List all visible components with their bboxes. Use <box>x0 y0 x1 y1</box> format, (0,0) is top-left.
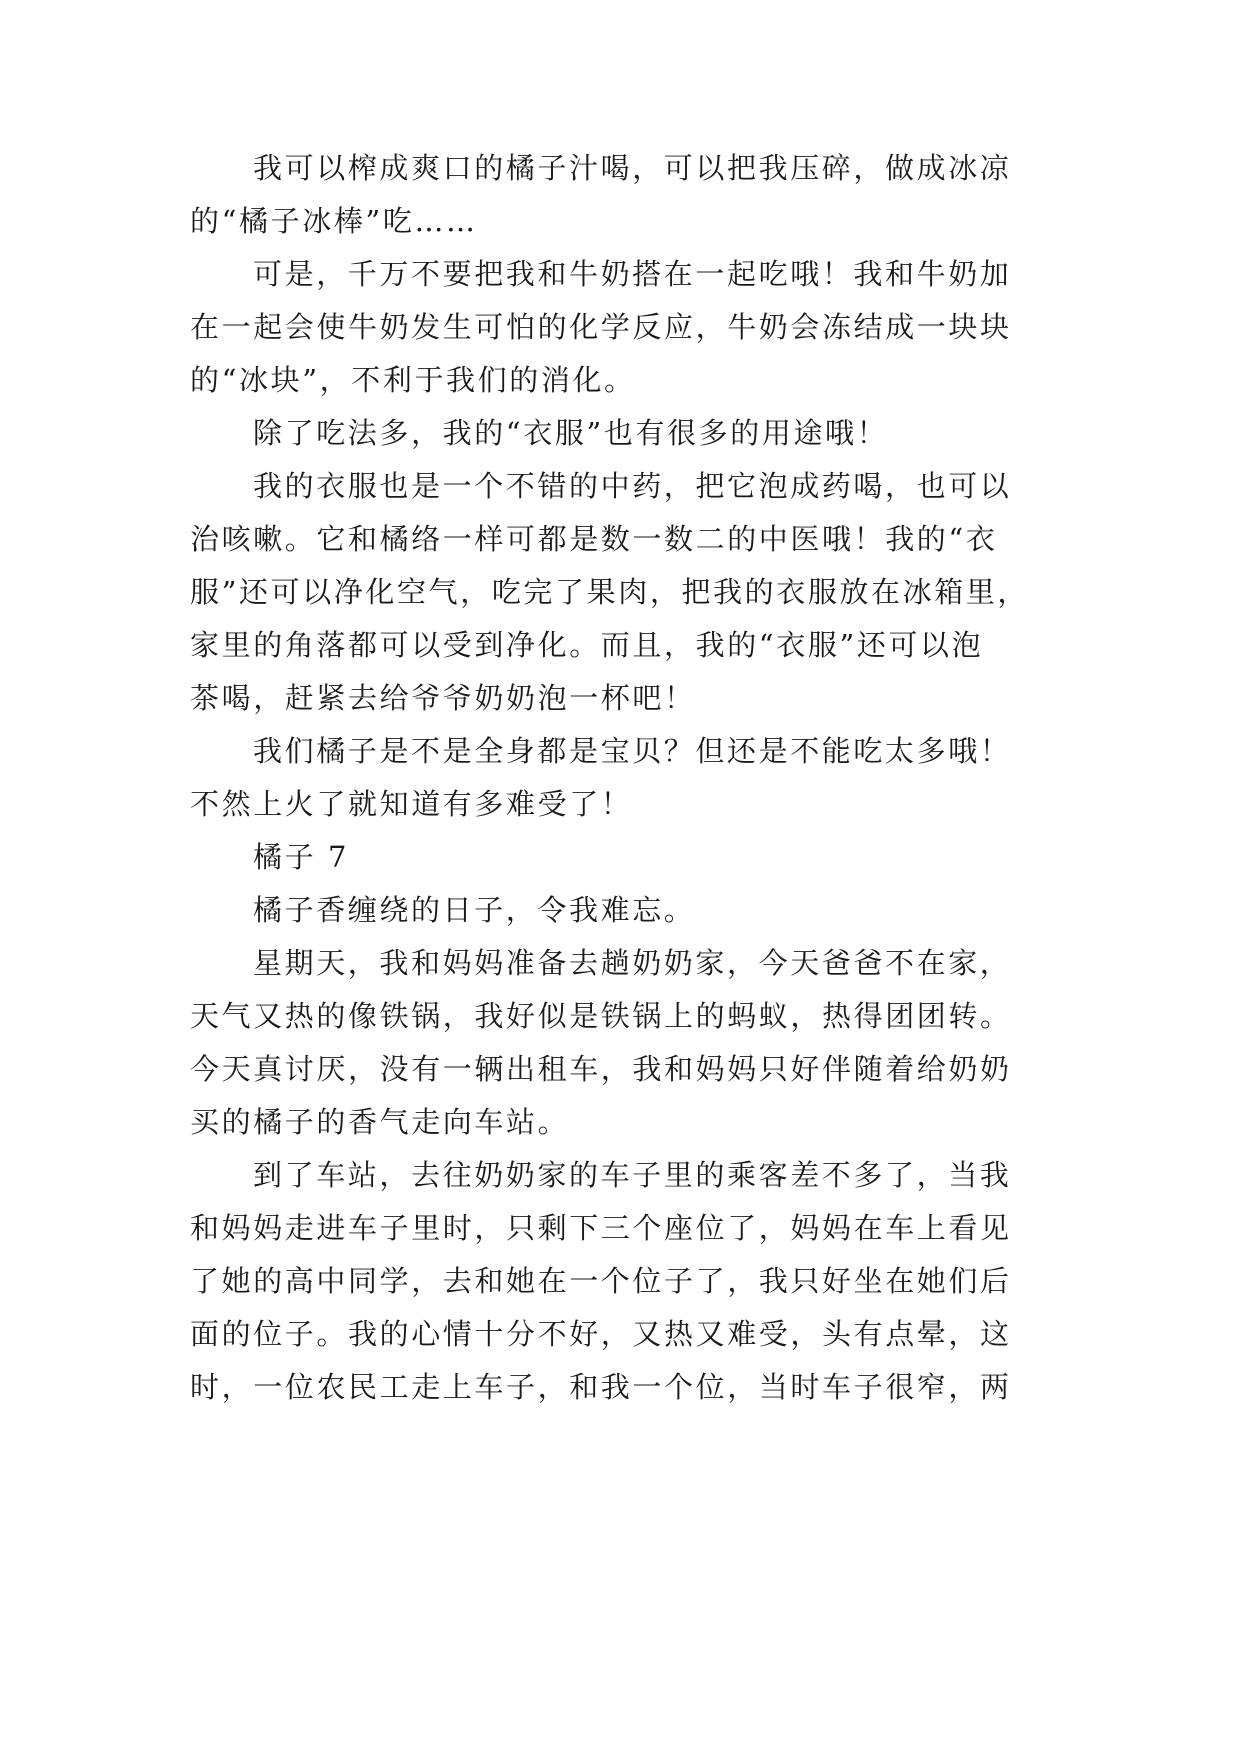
paragraph-line: 除了吃法多，我的“衣服”也有很多的用途哦！ <box>253 416 889 450</box>
paragraph-line: 了她的高中同学，去和她在一个位子了，我只好坐在她们后 <box>190 1264 1012 1298</box>
paragraph-line: 我们橘子是不是全身都是宝贝？但还是不能吃太多哦！ <box>253 734 1012 768</box>
section-heading: 橘子 7 <box>253 840 350 874</box>
paragraph-line: 我可以榨成爽口的橘子汁喝，可以把我压碎，做成冰凉 <box>253 151 1012 185</box>
paragraph-line: 服”还可以净化空气，吃完了果肉，把我的衣服放在冰箱里， <box>190 575 1030 609</box>
paragraph-line: 面的位子。我的心情十分不好，又热又难受，头有点晕，这 <box>190 1317 1012 1351</box>
paragraph-line: 不然上火了就知道有多难受了！ <box>190 787 633 821</box>
paragraph-line: 家里的角落都可以受到净化。而且，我的“衣服”还可以泡 <box>190 628 984 662</box>
paragraph-line: 可是，千万不要把我和牛奶搭在一起吃哦！我和牛奶加 <box>253 257 1012 291</box>
paragraph-line: 在一起会使牛奶发生可怕的化学反应，牛奶会冻结成一块块 <box>190 310 1012 344</box>
paragraph-line: 橘子香缠绕的日子，令我难忘。 <box>253 893 696 927</box>
paragraph-line: 天气又热的像铁锅，我好似是铁锅上的蚂蚁，热得团团转。 <box>190 999 1012 1033</box>
paragraph-line: 时，一位农民工走上车子，和我一个位，当时车子很窄，两 <box>190 1370 1012 1404</box>
paragraph-line: 今天真讨厌，没有一辆出租车，我和妈妈只好伴随着给奶奶 <box>190 1052 1012 1086</box>
paragraph-line: 的“冰块”，不利于我们的消化。 <box>190 363 636 397</box>
paragraph-line: 治咳嗽。它和橘络一样可都是数一数二的中医哦！我的“衣 <box>190 522 998 556</box>
paragraph-line: 买的橘子的香气走向车站。 <box>190 1105 570 1139</box>
paragraph-line: 的“橘子冰棒”吃…… <box>190 204 478 238</box>
paragraph-line: 星期天，我和妈妈准备去趟奶奶家，今天爸爸不在家， <box>253 946 1012 980</box>
paragraph-line: 我的衣服也是一个不错的中药，把它泡成药喝，也可以 <box>253 469 1012 503</box>
paragraph-line: 到了车站，去往奶奶家的车子里的乘客差不多了，当我 <box>253 1158 1012 1192</box>
paragraph-line: 和妈妈走进车子里时，只剩下三个座位了，妈妈在车上看见 <box>190 1211 1012 1245</box>
paragraph-line: 茶喝，赶紧去给爷爷奶奶泡一杯吧！ <box>190 681 696 715</box>
